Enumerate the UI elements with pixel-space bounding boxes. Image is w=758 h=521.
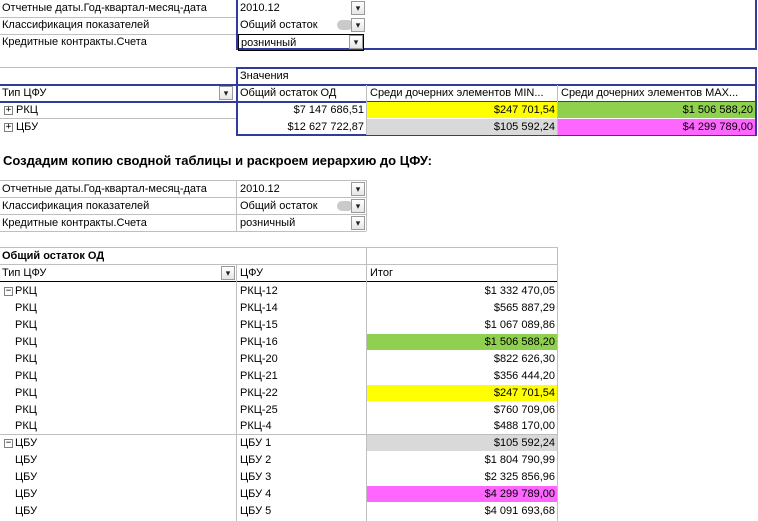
- table-row-total: $565 887,29: [493, 302, 555, 314]
- table-row-cfu: РКЦ-12: [240, 285, 278, 297]
- filter-dropdown-icon[interactable]: ▾: [351, 1, 365, 15]
- table-row-cfu: РКЦ-25: [240, 404, 278, 416]
- pivot1-row-rkc: РКЦ: [16, 104, 38, 116]
- table-row-cfu: ЦБУ 1: [240, 437, 272, 449]
- table-row-cfu: РКЦ-4: [240, 420, 272, 432]
- table-row-type: ЦБУ: [15, 505, 38, 517]
- table-row-total: $1 332 470,05: [484, 285, 555, 297]
- values-header: Значения: [240, 70, 289, 82]
- col-header-total: Общий остаток ОД: [240, 87, 337, 99]
- table-row-type: РКЦ: [15, 302, 37, 314]
- expand-icon[interactable]: +: [5, 105, 12, 115]
- table-row-cfu: РКЦ-21: [240, 370, 278, 382]
- table-row-total: $1 506 588,20: [367, 334, 557, 350]
- table-row-type: РКЦ: [15, 336, 37, 348]
- pivot1-rkc-total: $7 147 686,51: [293, 104, 364, 116]
- filter-dropdown-icon[interactable]: ▾: [351, 182, 365, 196]
- filter2-value-classification[interactable]: Общий остаток: [240, 200, 318, 212]
- filter-label-accounts: Кредитные контракты.Счета: [2, 36, 147, 48]
- table-row-type: РКЦ: [15, 404, 37, 416]
- col-header-max: Среди дочерних элементов MAX...: [561, 87, 739, 99]
- filter-dropdown-icon[interactable]: ▾: [351, 216, 365, 230]
- table-row-type: РКЦ: [15, 387, 37, 399]
- pivot1-cbu-min: $105 592,24: [367, 119, 557, 135]
- pivot2-title: Общий остаток ОД: [2, 250, 105, 262]
- filter2-label-classification: Классификация показателей: [2, 200, 150, 212]
- table-row-total: $1 804 790,99: [484, 454, 555, 466]
- table-row-type: ЦБУ: [15, 471, 38, 483]
- pivot1-row-cbu: ЦБУ: [16, 121, 39, 133]
- pivot1-cbu-total: $12 627 722,87: [287, 121, 364, 133]
- collapse-icon[interactable]: −: [5, 438, 12, 448]
- filter2-label-accounts: Кредитные контракты.Счета: [2, 217, 147, 229]
- table-row-cfu: ЦБУ 3: [240, 471, 272, 483]
- table-row-type: ЦБУ: [15, 454, 38, 466]
- table-row-total: $822 626,30: [493, 353, 555, 365]
- table-row-type: ЦБУ: [15, 488, 38, 500]
- pivot1-rkc-min: $247 701,54: [367, 102, 557, 118]
- filter-dropdown-icon[interactable]: ▾: [351, 199, 365, 213]
- row-filter-icon[interactable]: ▾: [219, 86, 233, 100]
- table-row-cfu: РКЦ-14: [240, 302, 278, 314]
- filter-label-classification: Классификация показателей: [2, 19, 150, 31]
- table-row-total: $356 444,20: [493, 370, 555, 382]
- filter2-value-dates[interactable]: 2010.12: [240, 183, 280, 195]
- pivot2-col-type-header: Тип ЦФУ: [2, 267, 47, 279]
- table-row-total: $247 701,54: [367, 385, 557, 401]
- table-row-cfu: РКЦ-16: [240, 336, 278, 348]
- pivot2-col-total-header: Итог: [370, 267, 393, 279]
- filter-value-dates[interactable]: 2010.12: [240, 2, 280, 14]
- table-row-cfu: РКЦ-15: [240, 319, 278, 331]
- table-row-cfu: РКЦ-22: [240, 387, 278, 399]
- table-row-type: ЦБУ: [15, 437, 38, 449]
- row-type-header: Тип ЦФУ: [2, 87, 47, 99]
- table-row-type: РКЦ: [15, 285, 37, 297]
- pivot1-rkc-max: $1 506 588,20: [558, 102, 755, 118]
- pivot2-col-cfu-header: ЦФУ: [240, 267, 263, 279]
- expand-icon[interactable]: +: [5, 122, 12, 132]
- table-row-type: РКЦ: [15, 420, 37, 432]
- table-row-total: $4 091 693,68: [484, 505, 555, 517]
- table-row-total: $1 067 089,86: [484, 319, 555, 331]
- table-row-total: $2 325 856,96: [484, 471, 555, 483]
- table-row-total: $488 170,00: [493, 420, 555, 432]
- table-row-cfu: ЦБУ 2: [240, 454, 272, 466]
- filter-label-dates: Отчетные даты.Год-квартал-месяц-дата: [2, 2, 207, 14]
- type-filter-icon[interactable]: ▾: [221, 266, 235, 280]
- table-row-total: $4 299 789,00: [367, 486, 557, 502]
- table-row-cfu: ЦБУ 5: [240, 505, 272, 517]
- pivot1-cbu-max: $4 299 789,00: [558, 119, 755, 135]
- filter2-value-accounts[interactable]: розничный: [240, 217, 296, 229]
- filter-value-accounts[interactable]: розничный: [238, 34, 364, 51]
- table-row-total: $760 709,06: [493, 404, 555, 416]
- table-row-cfu: ЦБУ 4: [240, 488, 272, 500]
- filter-value-classification[interactable]: Общий остаток: [240, 19, 318, 31]
- table-row-type: РКЦ: [15, 370, 37, 382]
- table-row-total: $105 592,24: [367, 435, 557, 451]
- filter2-label-dates: Отчетные даты.Год-квартал-месяц-дата: [2, 183, 207, 195]
- caption-text: Создадим копию сводной таблицы и раскроем иерархию до ЦФУ:: [3, 153, 432, 168]
- collapse-icon[interactable]: −: [5, 286, 12, 296]
- filter-dropdown-icon[interactable]: ▾: [351, 18, 365, 32]
- table-row-type: РКЦ: [15, 319, 37, 331]
- filter-dropdown-icon[interactable]: ▾: [349, 35, 363, 49]
- table-row-cfu: РКЦ-20: [240, 353, 278, 365]
- table-row-type: РКЦ: [15, 353, 37, 365]
- col-header-min: Среди дочерних элементов MIN...: [370, 87, 544, 99]
